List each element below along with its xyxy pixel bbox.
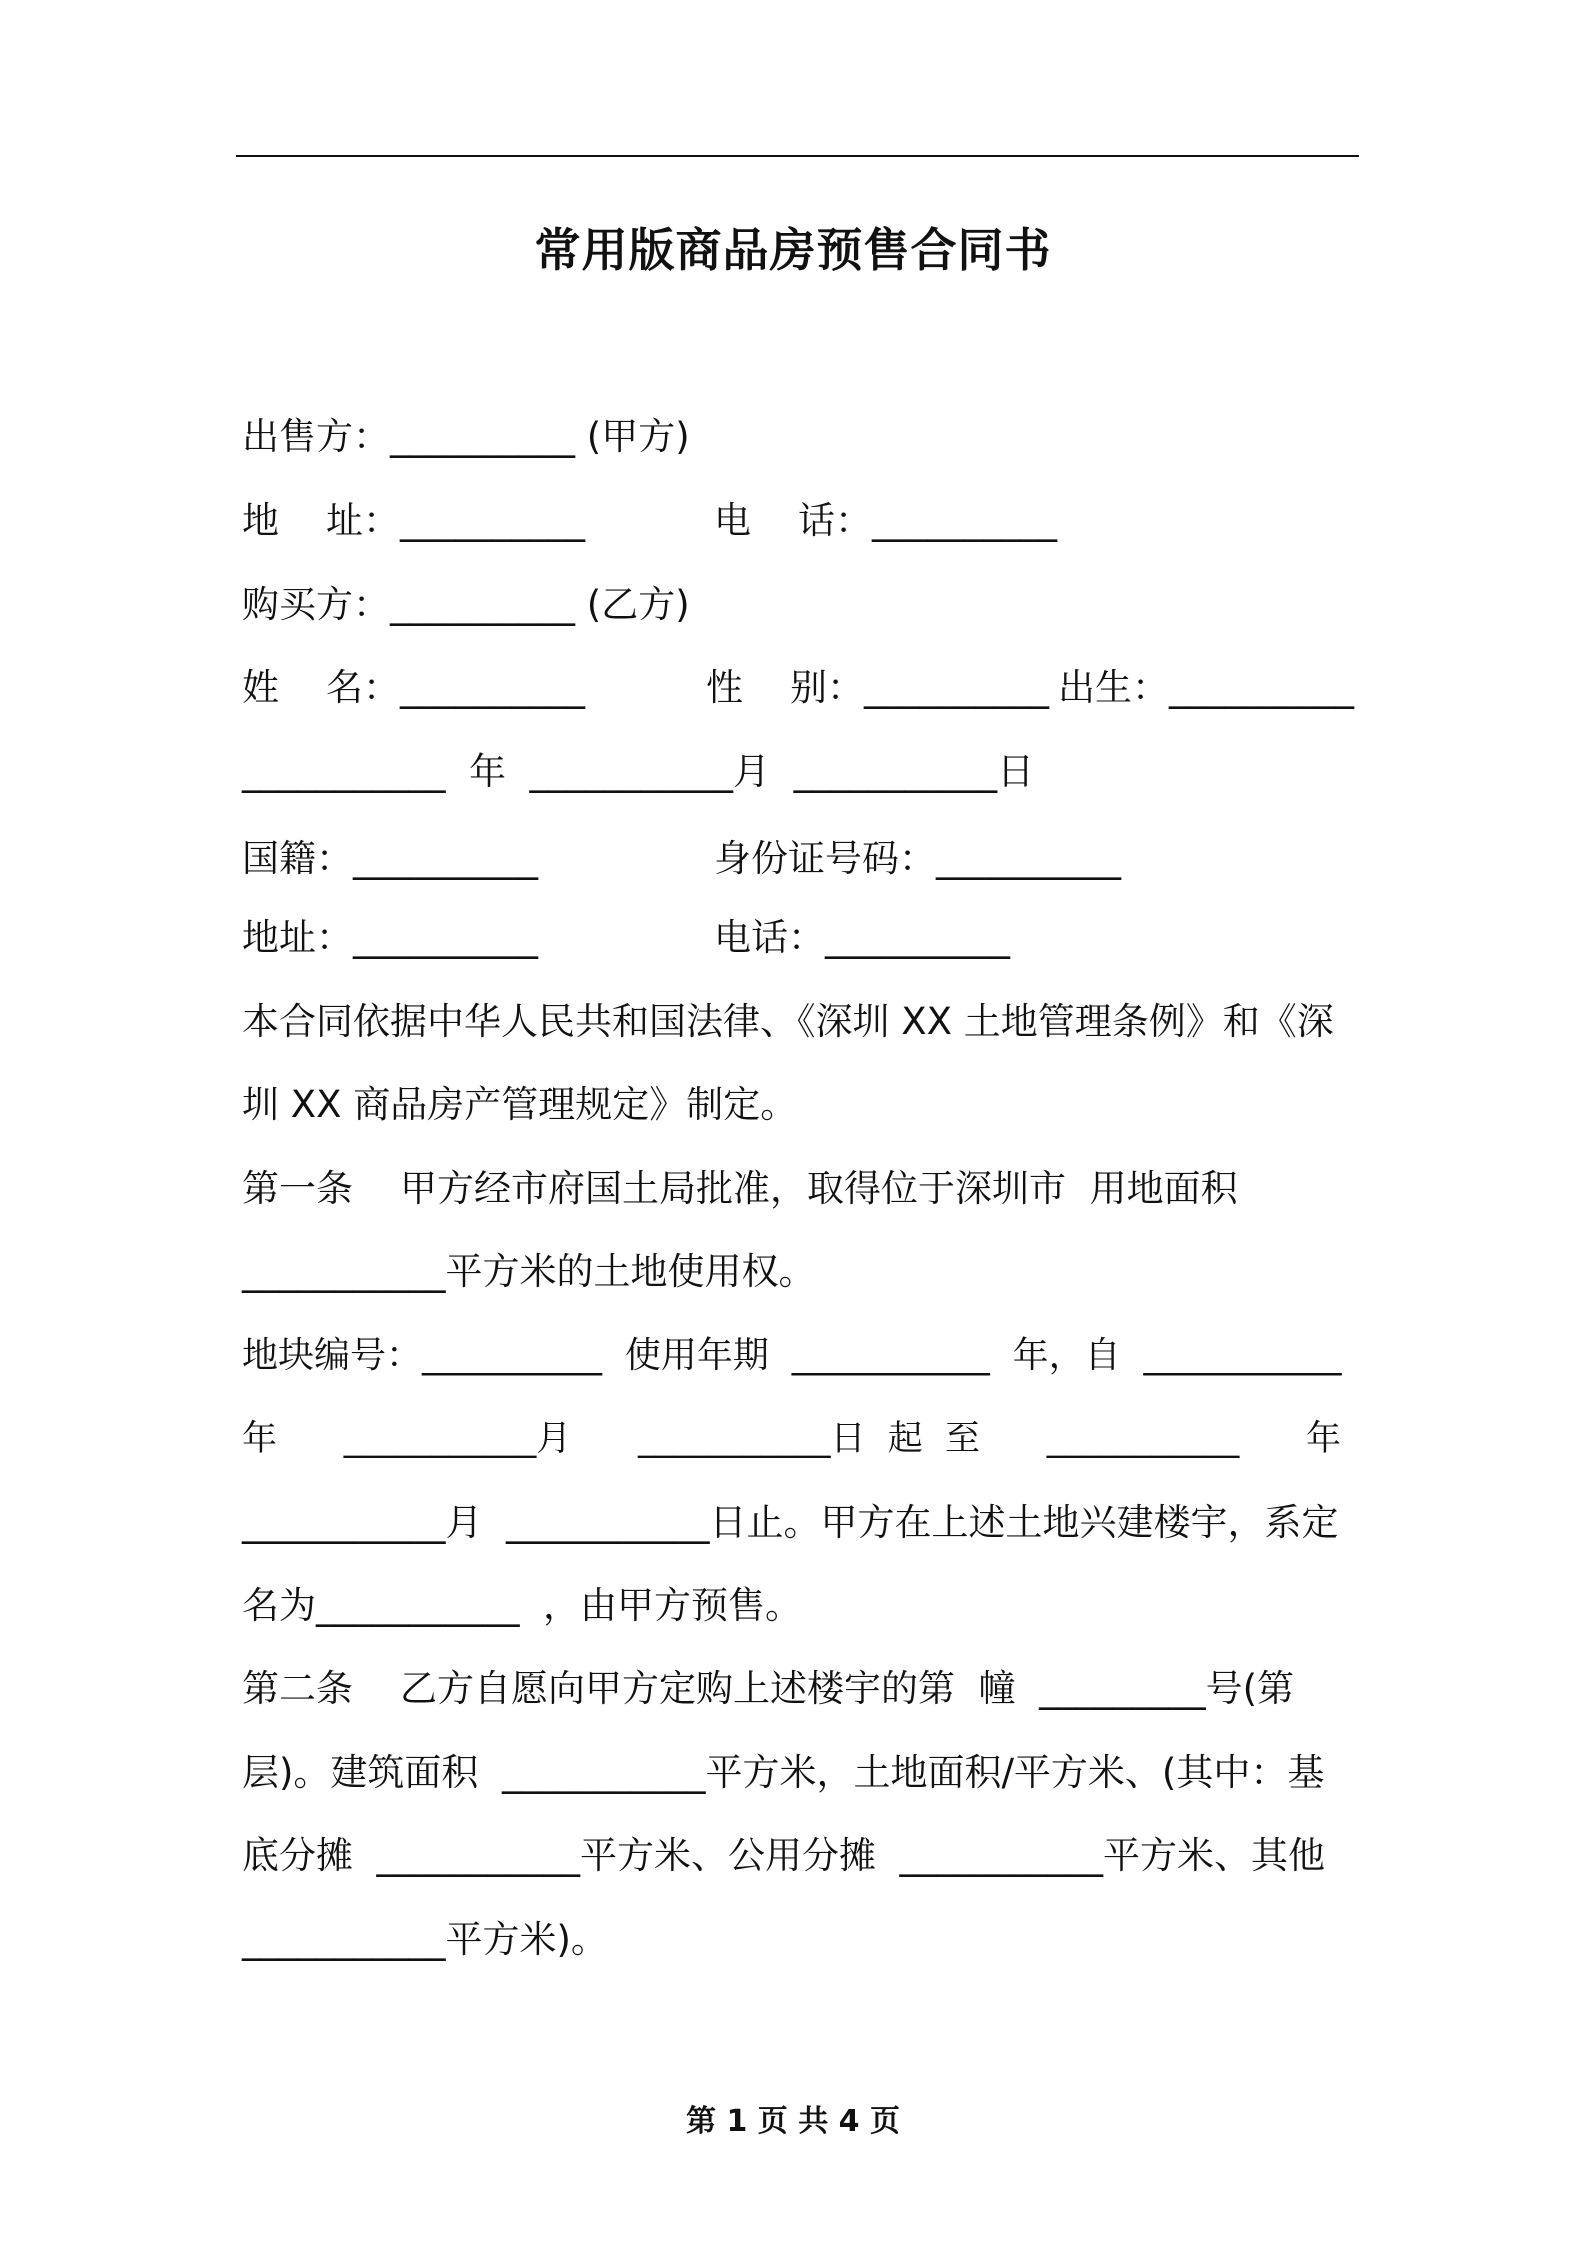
document-title: 常用版商品房预售合同书 <box>534 223 1052 277</box>
page-number: 第 1 页 共 4 页 <box>686 2104 900 2139</box>
article-2-line-1: 第二条 乙方自愿向甲方定购上述楼宇的第 幢 _________号(第 <box>242 1667 1295 1710</box>
article-1-line-6: 名为___________ ，由甲方预售。 <box>242 1584 803 1627</box>
article-1-line-2: ___________平方米的土地使用权。 <box>242 1250 816 1293</box>
article-1-line-1: 第一条 甲方经市府国土局批准，取得位于深圳市 用地面积 <box>242 1167 1238 1210</box>
header-rule <box>236 155 1359 157</box>
basis-paragraph-line-1: 本合同依据中华人民共和国法律、《深圳 XX 土地管理条例》和《深 <box>242 1000 1334 1043</box>
article-1-line-4: 年 ___________月 ___________日 起 至 ___________ 年 <box>242 1419 1342 1459</box>
birth-date-line: ___________ 年 ___________月 ___________日 <box>242 750 1035 793</box>
id-number-field: 身份证号码：__________ <box>714 837 1121 880</box>
article-1-line-3: 地块编号：__________ 使用年期 ___________ 年，自 ___________ <box>242 1335 1342 1376</box>
seller-line: 出售方：__________ (甲方) <box>242 415 690 458</box>
nationality-field: 国籍：__________ <box>242 837 538 880</box>
buyer-address-field: 地址：__________ <box>242 916 538 959</box>
basis-paragraph-line-2: 圳 XX 商品房产管理规定》制定。 <box>242 1083 798 1126</box>
buyer-gender-field: 性 别：__________ <box>706 666 1050 709</box>
seller-phone-field: 电 话：__________ <box>714 499 1058 542</box>
buyer-phone-field: 电话：__________ <box>714 916 1010 959</box>
buyer-line: 购买方：__________ (乙方) <box>242 583 690 626</box>
article-2-line-4: ___________平方米)。 <box>242 1918 608 1961</box>
article-2-line-2: 层)。建筑面积 ___________平方米，土地面积/平方米、(其中：基 <box>242 1751 1325 1794</box>
article-2-line-3: 底分摊 ___________平方米、公用分摊 ___________平方米、其他 <box>242 1834 1326 1877</box>
seller-address-field: 地 址：__________ <box>242 499 586 542</box>
article-1-line-5: ___________月 ___________日止。甲方在上述土地兴建楼宇，系定 <box>242 1501 1339 1544</box>
buyer-birth-field: 出生：__________ <box>1058 666 1354 709</box>
buyer-name-field: 姓 名：__________ <box>242 666 586 709</box>
